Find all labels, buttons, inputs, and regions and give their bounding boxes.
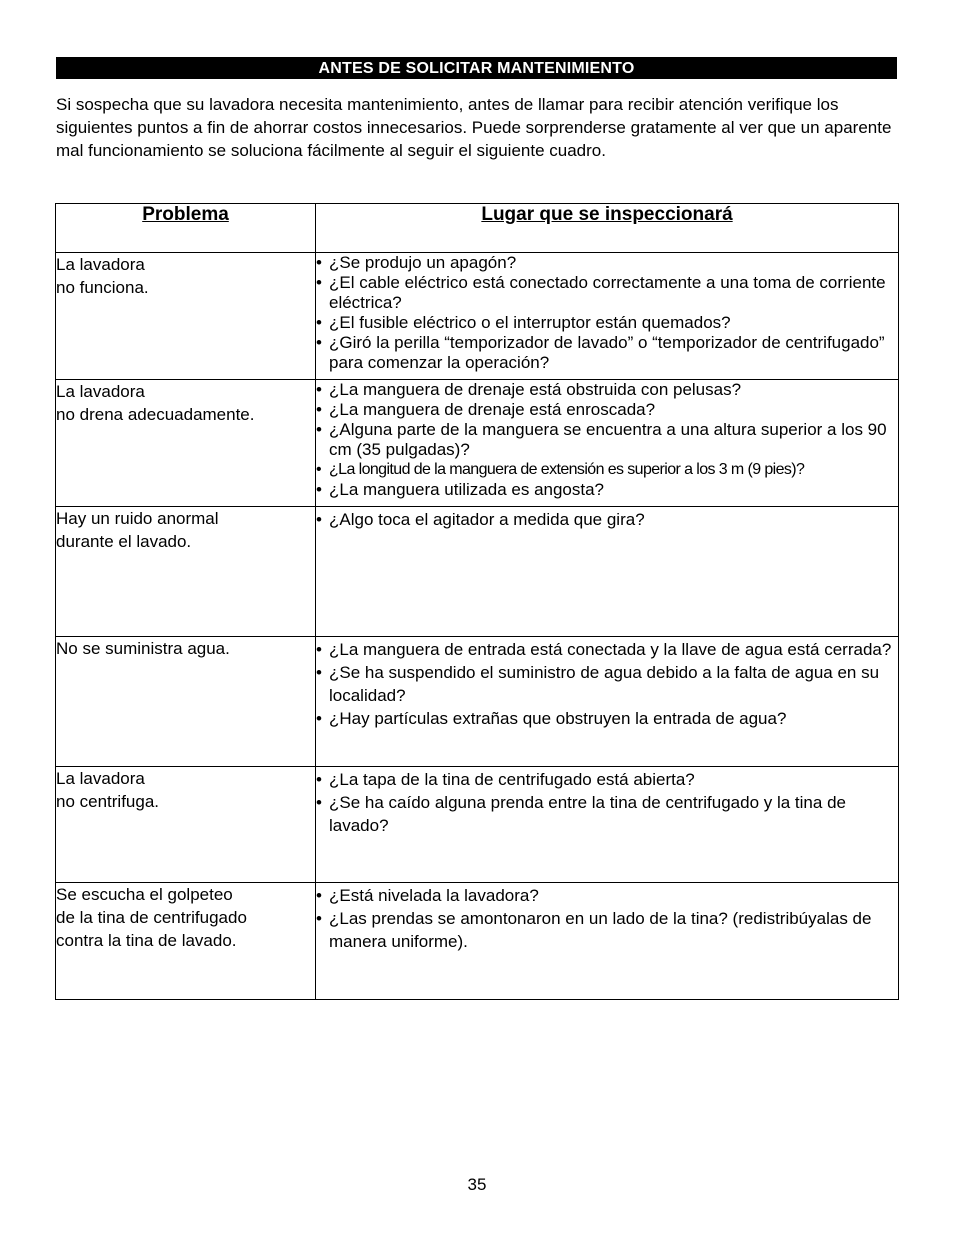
troubleshooting-table bbox=[55, 203, 899, 1000]
check-item: • ¿Hay partículas extrañas que obstruyen la entrada de agua? bbox=[316, 709, 787, 728]
problem-cell bbox=[56, 637, 316, 767]
problem-line: La lavadora bbox=[56, 255, 145, 274]
check-cell bbox=[316, 253, 899, 380]
problem-line: no centrifuga. bbox=[56, 792, 160, 811]
problem-cell bbox=[56, 253, 316, 380]
page-number: 35 bbox=[467, 1175, 487, 1194]
table-row bbox=[56, 767, 899, 883]
check-cell bbox=[316, 883, 899, 1000]
check-item: • ¿Se ha caído alguna prenda entre la tina de centrifugado y la tina de lavado? bbox=[316, 793, 846, 835]
check-cell bbox=[316, 507, 899, 637]
check-item: • ¿Giró la perilla “temporizador de lavado” o “temporizador de centrifugado” para comenzar la operación? bbox=[316, 333, 885, 372]
problem-line: de la tina de centrifugado bbox=[56, 908, 247, 927]
table-row bbox=[56, 253, 899, 380]
check-cell bbox=[316, 637, 899, 767]
check-item: • ¿Algo toca el agitador a medida que gira? bbox=[316, 510, 645, 529]
check-item: • ¿Está nivelada la lavadora? bbox=[316, 886, 539, 905]
problem-line: durante el lavado. bbox=[56, 532, 192, 551]
check-item: • ¿Se produjo un apagón? bbox=[316, 253, 517, 272]
table-header-row bbox=[56, 204, 899, 253]
problem-line: no funciona. bbox=[56, 278, 149, 297]
intro-paragraph: Si sospecha que su lavadora necesita mantenimiento, antes de llamar para recibir atención verifique los siguientes puntos a fin de ahorrar costos innecesarios. Puede sorprenderse gratamente al ver que un aparente mal funcionamiento se soluciona fácilmente al seguir el siguiente cuadro. bbox=[56, 95, 892, 160]
check-item: • ¿La manguera de drenaje está obstruida con pelusas? bbox=[316, 380, 742, 399]
check-item: • ¿Se ha suspendido el suministro de agua debido a la falta de agua en su localidad? bbox=[316, 663, 880, 705]
problem-line: La lavadora bbox=[56, 382, 145, 401]
check-cell bbox=[316, 767, 899, 883]
problem-cell bbox=[56, 767, 316, 883]
check-cell bbox=[316, 380, 899, 507]
problem-line: no drena adecuadamente. bbox=[56, 405, 255, 424]
problem-line: contra la tina de lavado. bbox=[56, 931, 237, 950]
table-row bbox=[56, 883, 899, 1000]
problem-line: Se escucha el golpeteo bbox=[56, 885, 233, 904]
problem-cell bbox=[56, 883, 316, 1000]
problem-cell bbox=[56, 507, 316, 637]
check-item: • ¿Alguna parte de la manguera se encuentra a una altura superior a los 90 cm (35 pulgadas)? bbox=[316, 420, 887, 459]
check-item: • ¿El fusible eléctrico o el interruptor están quemados? bbox=[316, 313, 731, 332]
check-item: • ¿La tapa de la tina de centrifugado está abierta? bbox=[316, 770, 695, 789]
table-row bbox=[56, 637, 899, 767]
problem-line: La lavadora bbox=[56, 769, 145, 788]
problem-line: Hay un ruido anormal bbox=[56, 509, 219, 528]
section-banner: ANTES DE SOLICITAR MANTENIMIENTO bbox=[56, 57, 897, 79]
check-item: • ¿La manguera utilizada es angosta? bbox=[316, 480, 605, 499]
table-row bbox=[56, 380, 899, 507]
check-item: • ¿La longitud de la manguera de extensión es superior a los 3 m (9 pies)? bbox=[316, 461, 805, 478]
problem-line: No se suministra agua. bbox=[56, 639, 230, 658]
header-check: Lugar que se inspeccionará bbox=[316, 204, 899, 253]
check-item: • ¿La manguera de drenaje está enroscada? bbox=[316, 400, 656, 419]
table-row bbox=[56, 507, 899, 637]
check-item: • ¿Las prendas se amontonaron en un lado de la tina? (redistribúyalas de manera uniforme). bbox=[316, 909, 872, 951]
header-problem: Problema bbox=[56, 204, 316, 253]
check-item: • ¿La manguera de entrada está conectada y la llave de agua está cerrada? bbox=[316, 640, 892, 659]
problem-cell bbox=[56, 380, 316, 507]
check-item: • ¿El cable eléctrico está conectado correctamente a una toma de corriente eléctrica? bbox=[316, 273, 886, 312]
